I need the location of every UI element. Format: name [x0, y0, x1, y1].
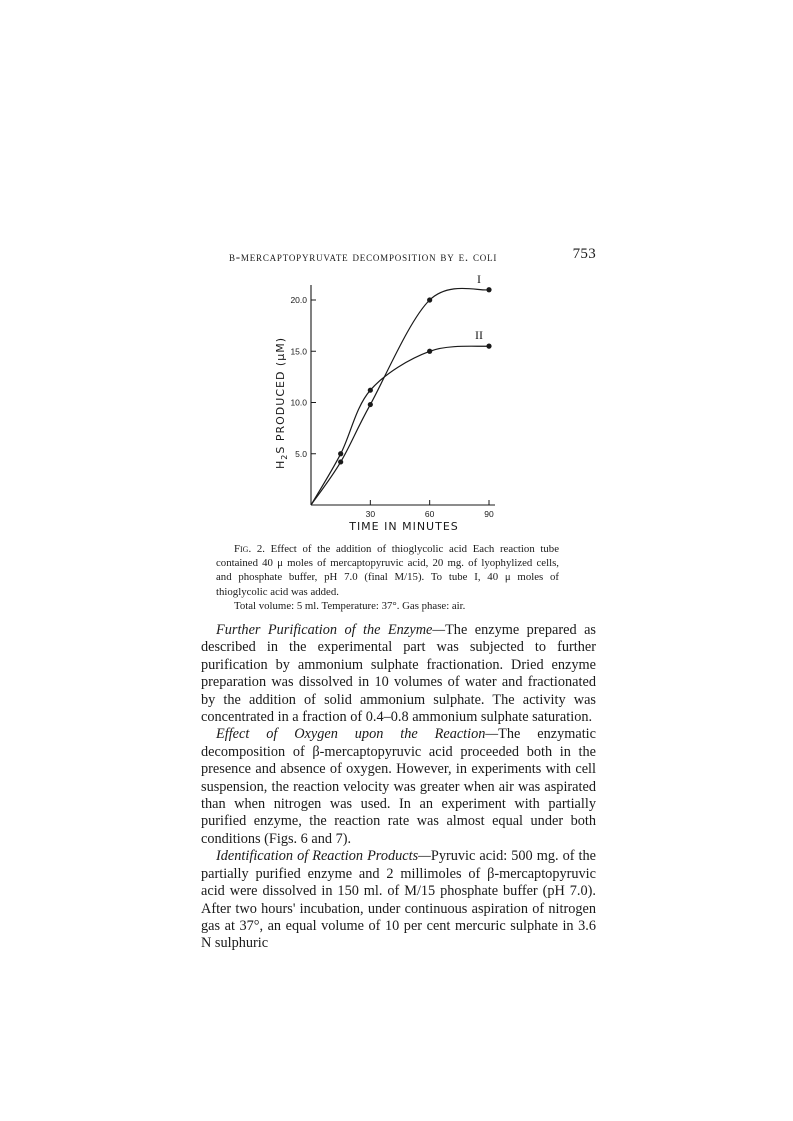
line-chart	[250, 270, 550, 535]
running-head-title: β-mercaptopyruvate decomposition by e. coli	[229, 249, 498, 264]
series-line-ii	[311, 346, 489, 505]
data-point	[427, 349, 432, 354]
data-point	[338, 451, 343, 456]
y-axis-title-subscript: 2	[280, 453, 289, 460]
body-text	[201, 622, 596, 953]
x-tick-label: 30	[365, 509, 376, 519]
x-axis-title: TIME IN MINUTES	[349, 520, 459, 533]
chart-series-lines	[311, 288, 489, 505]
series-line-i	[311, 288, 489, 505]
x-tick-label: 90	[484, 509, 494, 519]
data-point	[338, 459, 343, 464]
x-tick-label: 60	[424, 509, 435, 519]
curve-label-ii: II	[475, 328, 483, 343]
y-tick-label: 10.0	[290, 397, 307, 408]
chart-ticks	[290, 295, 494, 519]
paragraph-heading: Effect of Oxygen upon the Reaction—	[216, 726, 499, 743]
y-axis-title	[274, 337, 289, 469]
figure-2	[250, 270, 550, 535]
figure-caption	[216, 542, 559, 613]
y-axis-title-part: S PRODUCED (μM)	[274, 337, 287, 454]
chart-axes	[311, 285, 495, 505]
data-point	[368, 402, 373, 407]
caption-body	[216, 542, 559, 599]
paragraph-heading: Identification of Reaction Products—	[216, 848, 431, 865]
paragraph-oxygen	[201, 726, 596, 848]
paragraph-products	[201, 848, 596, 952]
data-point	[427, 297, 432, 302]
paragraph-text: The enzymatic decomposition of β-mercaptopyruvic acid proceeded both in the presence and absence of oxygen. However, in experiments with cell suspension, the reaction velocity was greater when air was aspirated than when nitrogen was used. In an experiment with partially purified enzyme, the reaction rate was almost equal under both conditions (Figs. 6 and 7).	[201, 726, 596, 847]
paragraph-heading: Further Purification of the Enzyme—	[216, 622, 446, 638]
y-tick-label: 15.0	[290, 346, 307, 357]
data-point	[486, 344, 491, 349]
running-head	[229, 246, 596, 266]
y-tick-label: 20.0	[290, 295, 307, 305]
data-point	[368, 388, 373, 393]
data-point	[486, 287, 491, 292]
y-tick-label: 5.0	[295, 448, 307, 459]
caption-figure-label: Fig. 2.	[234, 543, 265, 555]
chart-data-points	[338, 287, 492, 464]
paragraph-text: Pyruvic acid: 500 mg. of the partially purified enzyme and 2 millimoles of β-mercaptopyruvic acid were dissolved in 150 ml. of M/15 phosphate buffer (pH 7.0). After two hours' incubation, under continuous aspiration of nitrogen gas at 37°, an equal volume of 10 per cent mercuric sulphate in 3.6 N sulphuric	[201, 848, 596, 952]
curve-label-i: I	[477, 271, 481, 286]
paragraph-purification	[201, 622, 596, 726]
page-number: 753	[572, 246, 596, 262]
paragraph-text: The enzyme prepared as described in the experimental part was subjected to further purification by ammonium sulphate fractionation. Dried enzyme preparation was dissolved in 10 volumes of water and fractionated by the addition of solid ammonium sulphate. The activity was concentrated in a fraction of 0.4–0.8 ammonium sulphate saturation.	[201, 622, 596, 726]
y-axis-title-part: H	[274, 459, 287, 469]
caption-text: Effect of the addition of thioglycolic acid Each reaction tube contained 40 μ moles of mercaptopyruvic acid, 20 mg. of lyophylized cells, and phosphate buffer, pH 7.0 (final M/15). To tube I, 40 μ moles of thioglycolic acid was added.	[216, 543, 559, 598]
caption-conditions: Total volume: 5 ml. Temperature: 37°. Gas phase: air.	[234, 599, 466, 612]
